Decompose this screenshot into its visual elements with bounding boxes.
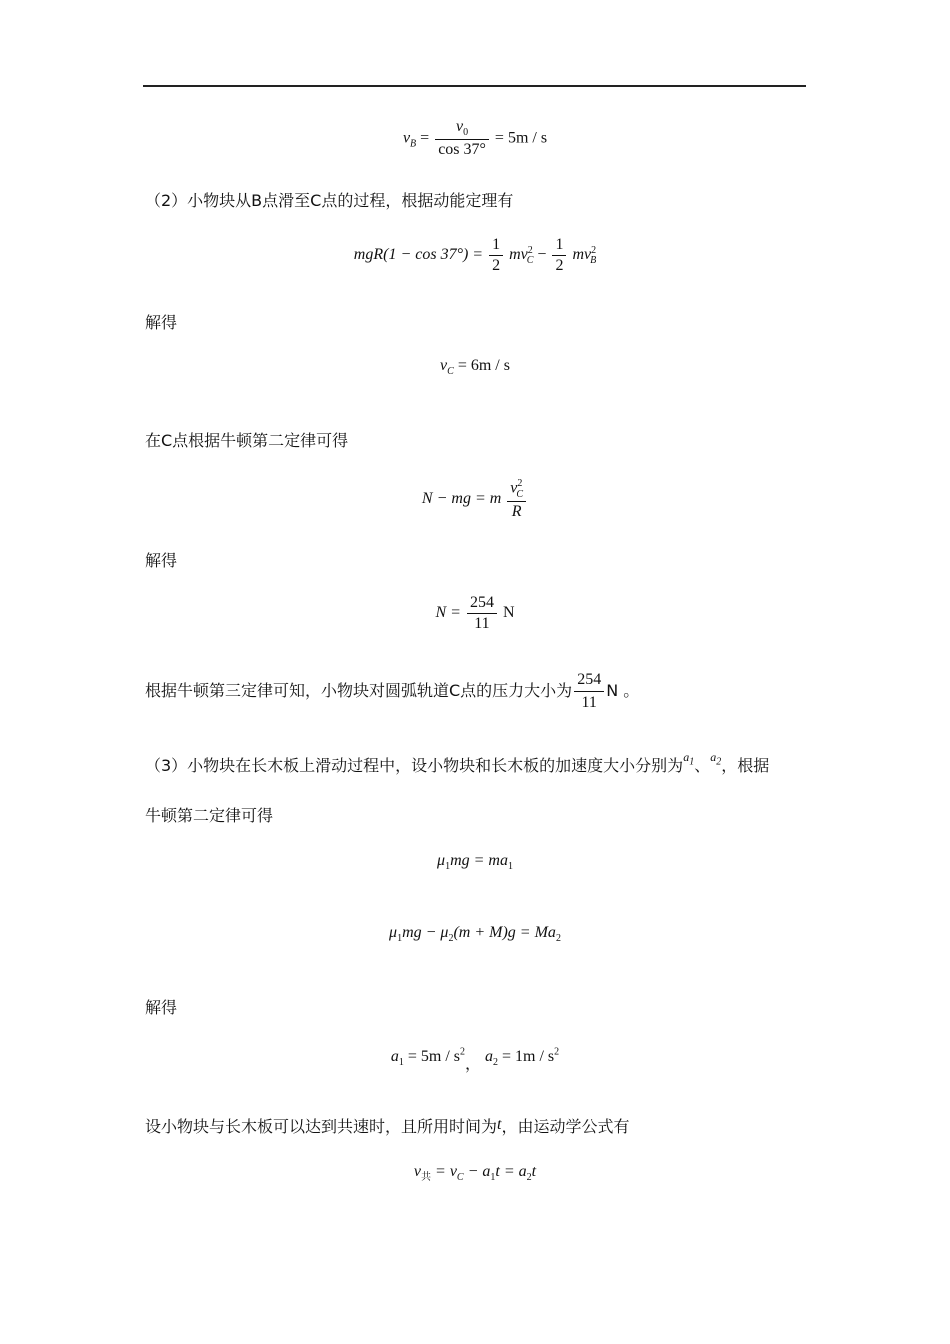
equation-newton: N − mg = m $\frac{v^2_C}{R}$ [0, 478, 950, 521]
paragraph-third-law: 根据牛顿第三定律可知，小物块对圆弧轨道C点的压力大小为 $\frac{254}{11}$ N 。 [145, 671, 640, 711]
equation-mu1: $\mu_1mg = ma_1$ [437, 852, 513, 873]
equation-energy: mgR(1 − cos 37°) = $\frac{1}{2}$ $mv^2_C$ − $\frac{1}{2}$ $mv^2_B$ [353, 236, 597, 274]
paragraph-at-c: 在C点根据牛顿第二定律可得 [145, 431, 349, 450]
equation-vc: $v_C = 6m / s$ [440, 357, 510, 378]
equation-n: N = $\frac{254}{11}$ N [435, 594, 515, 632]
paragraph-part3-line1: （3）小物块在长木板上滑动过程中，设小物块和长木板的加速度大小分别为$^{a_1}$、$^{a_2}$，根据 [145, 750, 770, 775]
paragraph-part3-line2: 牛顿第二定律可得 [145, 806, 274, 825]
paragraph-part2: （2）小物块从B点滑至C点的过程，根据动能定理有 [145, 191, 514, 210]
paragraph-jiede-3: 解得 [145, 998, 178, 1017]
equation-vb: $v_B$ = $\frac{v_0}{\cos 37^\circ}$ = 5m / s [402, 118, 548, 159]
equation-mu2: $\mu_1mg - \mu_2(m + M)g = Ma_2$ [389, 924, 561, 945]
paragraph-jiede-1: 解得 [145, 313, 178, 332]
equation-accel-results: $a_1 = 5m / s^2$， $a_2 = 1m / s^2$ [390, 1046, 560, 1073]
equation-common-speed: $v_共 = v_C - a_1t = a_2t$ [413, 1163, 537, 1184]
paragraph-common-speed: 设小物块与长木板可以达到共速时，且所用时间为t，由运动学公式有 [145, 1116, 630, 1136]
paragraph-jiede-2: 解得 [145, 551, 178, 570]
fraction-vb: $\frac{v_0}{\cos 37^\circ}$ [435, 118, 489, 159]
header-rule [143, 85, 806, 87]
